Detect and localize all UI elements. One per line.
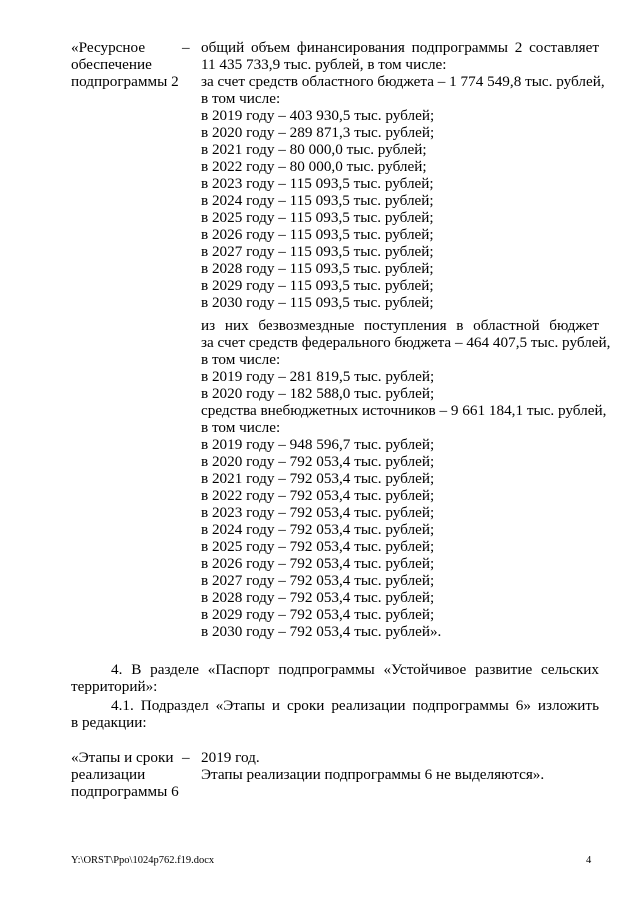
- block2-dash: –: [182, 749, 190, 766]
- para41-line-1: 4.1. Подраздел «Этапы и сроки реализации подпрограммы 6» изложить: [111, 697, 599, 714]
- block1-dash: –: [182, 39, 190, 56]
- block1-line-8: в 2022 году – 80 000,0 тыс. рублей;: [201, 158, 427, 175]
- block1-line-22: средства внебюджетных источников – 9 661 184,1 тыс. рублей,: [201, 402, 607, 419]
- block1-label-line-3: подпрограммы 2: [71, 73, 179, 90]
- block1-line-15: в 2029 году – 115 093,5 тыс. рублей;: [201, 277, 434, 294]
- para4-line-2: территорий»:: [71, 678, 158, 695]
- block1-line-3: за счет средств областного бюджета – 1 774 549,8 тыс. рублей,: [201, 73, 605, 90]
- block1-line-27: в 2022 году – 792 053,4 тыс. рублей;: [201, 487, 435, 504]
- block1-line-16: в 2030 году – 115 093,5 тыс. рублей;: [201, 294, 434, 311]
- block1-line-14: в 2028 году – 115 093,5 тыс. рублей;: [201, 260, 434, 277]
- block1-line-24: в 2019 году – 948 596,7 тыс. рублей;: [201, 436, 435, 453]
- block2-label-line-2: реализации: [71, 766, 146, 783]
- block1-line-29: в 2024 году – 792 053,4 тыс. рублей;: [201, 521, 435, 538]
- block1-line-31: в 2026 году – 792 053,4 тыс. рублей;: [201, 555, 435, 572]
- block1-label-line-1: «Ресурсное: [71, 39, 146, 56]
- block1-line-5: в 2019 году – 403 930,5 тыс. рублей;: [201, 107, 435, 124]
- block2-line-1: 2019 год.: [201, 749, 260, 766]
- block2-label-line-1: «Этапы и сроки: [71, 749, 174, 766]
- block1-line-33: в 2028 году – 792 053,4 тыс. рублей;: [201, 589, 435, 606]
- block1-line-32: в 2027 году – 792 053,4 тыс. рублей;: [201, 572, 435, 589]
- block1-line-28: в 2023 году – 792 053,4 тыс. рублей;: [201, 504, 435, 521]
- footer-page-number: 4: [586, 855, 592, 866]
- block1-line-17: из них безвозмездные поступления в областной бюджет: [201, 317, 599, 334]
- block1-line-23: в том числе:: [201, 419, 281, 436]
- block1-line-6: в 2020 году – 289 871,3 тыс. рублей;: [201, 124, 435, 141]
- block1-line-25: в 2020 году – 792 053,4 тыс. рублей;: [201, 453, 435, 470]
- block2-line-2: Этапы реализации подпрограммы 6 не выделяются».: [201, 766, 545, 783]
- block1-line-9: в 2023 году – 115 093,5 тыс. рублей;: [201, 175, 434, 192]
- block1-line-19: в том числе:: [201, 351, 281, 368]
- block1-line-13: в 2027 году – 115 093,5 тыс. рублей;: [201, 243, 434, 260]
- block1-line-34: в 2029 году – 792 053,4 тыс. рублей;: [201, 606, 435, 623]
- block1-line-35: в 2030 году – 792 053,4 тыс. рублей».: [201, 623, 442, 640]
- para4-line-1: 4. В разделе «Паспорт подпрограммы «Устойчивое развитие сельских: [111, 661, 599, 678]
- footer-file-path: Y:\ORST\Ppo\1024p762.f19.docx: [71, 855, 215, 866]
- block1-line-7: в 2021 году – 80 000,0 тыс. рублей;: [201, 141, 427, 158]
- block1-line-4: в том числе:: [201, 90, 281, 107]
- block1-line-26: в 2021 году – 792 053,4 тыс. рублей;: [201, 470, 435, 487]
- block1-line-11: в 2025 году – 115 093,5 тыс. рублей;: [201, 209, 434, 226]
- block1-line-2: 11 435 733,9 тыс. рублей, в том числе:: [201, 56, 447, 73]
- block1-line-21: в 2020 году – 182 588,0 тыс. рублей;: [201, 385, 435, 402]
- block1-line-10: в 2024 году – 115 093,5 тыс. рублей;: [201, 192, 434, 209]
- block1-line-1: общий объем финансирования подпрограммы 2 составляет: [201, 39, 599, 56]
- para41-line-2: в редакции:: [71, 714, 147, 731]
- block1-line-12: в 2026 году – 115 093,5 тыс. рублей;: [201, 226, 434, 243]
- block1-line-30: в 2025 году – 792 053,4 тыс. рублей;: [201, 538, 435, 555]
- block1-line-18: за счет средств федерального бюджета – 464 407,5 тыс. рублей,: [201, 334, 611, 351]
- block1-line-20: в 2019 году – 281 819,5 тыс. рублей;: [201, 368, 435, 385]
- block1-label-line-2: обеспечение: [71, 56, 152, 73]
- block2-label-line-3: подпрограммы 6: [71, 783, 179, 800]
